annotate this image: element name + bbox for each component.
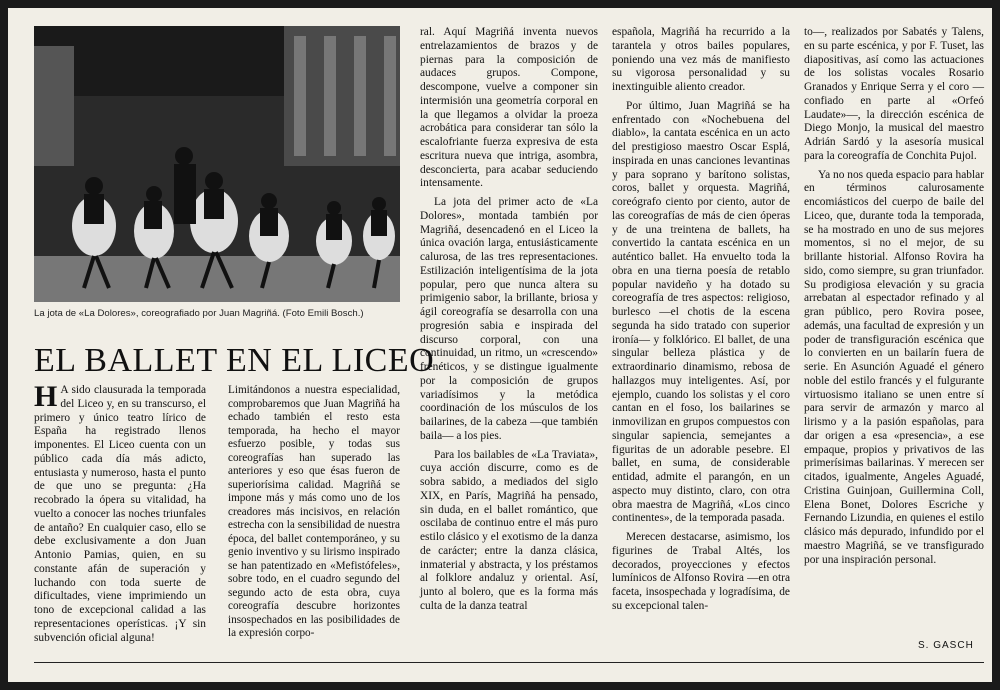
column-4 [612, 26, 790, 614]
column-4-paragraph-3: Merecen destacarse, asimismo, los figurines de Trabal Altés, los decorados, proyecciones y efectos lumínicos de Alfonso Rovira —en otra faceta, insospechada y logradísima, de su excepcional talen- [612, 531, 790, 612]
column-3 [420, 26, 598, 614]
column-3-paragraph-1: ral. Aquí Magriñá inventa nuevos entrelazamientos de brazos y de piernas para la composición de audaces grupos. Compone, descompone, vuelve a componer sin intermisión una geometría corporal en la que llegamos a olvidar la proeza acrobática para considerar tan sólo la escalofriante fuerza expresiva de esta escritura nueva que intriga, asombra, desconcierta, para acabar seduciendo intensamente. [420, 26, 598, 190]
column-1-paragraph-1 [34, 380, 206, 645]
drop-cap: H [34, 380, 58, 413]
column-4-paragraph-2: Por último, Juan Magriñá se ha enfrentado con «Nochebuena del diablo», la cantata escénica en un acto del prestigioso maestro Oscar Esplá, inspirada en unas canciones levantinas y para soprano y barítono solistas, coros, ballet y orquesta. Magriñá, coreógrafo ciento por ciento, autor de las coreografías de más de cien óperas y de una treintena de ballets, ha convertido la cantata escénica en un auténtico ballet. Ha envuelto toda la obra en una tierna poesía de retablo popular navideño y ha dotado su coreografía de tres aspectos: religioso, burlesco —el chotis de la escena segunda ha sido tratado con superior ironía— y folklórico. El ballet, de una singular belleza plástica y de extraordinario dinamismo, rebosa de hallazgos muy inteligentes. Así, por ejemplo, cuando los solistas y el coro cantan en el foso, los bailarines se inmovilizan en grupos compuestos con singular sapiencia, semejantes a figuritas de un adorable pesebre. El ballet, en suma, de considerable entidad, admite el parangón, en un aspecto muy distinto, claro, con otra obra maestra de Magriñá, «Los cinco continentes», de la temporada pasada. [612, 99, 790, 525]
article-headline: EL BALLET EN EL LICEO [34, 342, 435, 379]
newspaper-page [8, 8, 992, 682]
column-1 [34, 380, 206, 645]
column-5-paragraph-2: Ya no nos queda espacio para hablar en términos calurosamente encomiásticos del cuerpo de baile del Liceo, que, durante toda la temporada, se ha mostrado en uno de sus mejores momentos, si no el mejor, de su brillante historial. Alfonso Rovira ha sido, como siempre, su gran triunfador. Su prodigiosa elevación y su gracia arrebatan al espectador refinado y al gran público, pero Rovira posee, además, una facultad de expresión y un poder de transfiguración escénica que lo convierten en un bailarín fuera de serie. En Asunción Aguadé el género noble del estilo francés y el fulgurante virtuosismo italiano se unen entre sí para servir de armazón y marco al lirismo y a la pasión españolas, para dar origen a esa «presencia», a ese empaque, propios y privativos de las primerísimas bailarinas. Y merecen ser citados, igualmente, Angeles Aguadé, Cristina Guinjoan, Guillermina Coll, Elena Bonet, Dolores Escriche y Fernando Lizundia, en quienes el estilo clásico más depurado, infundido por el maestro Magriñá, se ve transfigurado por una inspiración personal. [804, 168, 984, 566]
column-2-paragraph-1: Limitándonos a nuestra especialidad, comprobaremos que Juan Magriñá ha echado también el resto esta temporada, ha hecho el mayor esfuerzo posible, y todas sus coreografías han superado las anteriores y eso que ésas fueron de superiorísima calidad. Magriñá se impone más y más como uno de los creadores más incisivos, en relación estrecha con la sensibilidad de nuestra época, del ballet contemporáneo, y su genio inventivo y su lirismo inspirado se han patentizado en «Mefistófeles», sobre todo, en el cuadro segundo del segundo acto de esta obra, cuya coreografía descubre horizontes insospechados en las posibilidades de la expresión corpo- [228, 384, 400, 640]
column-3-paragraph-2: La jota del primer acto de «La Dolores», montada también por Magriñá, desencadenó en el Liceo la única ovación larga, entusiásticamente calurosa, de las tres representaciones. Estilización inteligentísima de la jota popular, pero que nunca altera su primigenio sabor, la brillante, briosa y ágil coreografía se desarrolla con una progresión sabia e inspirada del discurso corporal, con una continuidad, un ritmo, un «crescendo» frenéticos, y se distingue igualmente por la composición de grupos variadísimos y la metódica coordinación de los músculos de los bailarines, de la cabeza —que también baila— a los pies. [420, 196, 598, 442]
photo-caption: La jota de «La Dolores», coreografiado por Juan Magriñá. (Foto Emili Bosch.) [34, 308, 364, 319]
author-signature: S. GASCH [918, 640, 974, 651]
ballet-photo-illustration [34, 26, 400, 302]
column-2 [228, 384, 400, 641]
ballet-photo [34, 26, 400, 302]
column-3-paragraph-3: Para los bailables de «La Traviata», cuya acción discurre, como es de sobra sabido, a mediados del siglo XIX, en París, Magriñá ha pensado, sin duda, en el ballet romántico, que oscilaba de continuo entre el más puro estilo clásico y el exotismo de la danza de carácter; entre la danza clásica, inmaterial y abstracta, y los préstamos al folklore andaluz y oriental. Así, junto al bolero, que es la forma más culta de la danza teatral [420, 448, 598, 612]
column-4-paragraph-1: española, Magriñá ha recurrido a la tarantela y otros bailes populares, poniendo una vez más de manifiesto su vigorosa personalidad y su inextinguible aliento creador. [612, 26, 790, 93]
bottom-rule [34, 662, 984, 663]
column-5 [804, 26, 984, 567]
column-5-paragraph-1: to—, realizados por Sabatés y Talens, en su parte escénica, y por F. Tuset, las diapositivas, así como las actuaciones de los solistas vocales Rosario Granados y Enrique Serra y el coro —confiado en parte al «Orfeó Laudate»—, la dirección escénica de Diego Monjo, la musical del maestro Adrián Sardó y la asesoría musical para la coreografía de Conchita Pujol. [804, 26, 984, 162]
column-1-paragraph-1-text: A sido clausurada la temporada del Liceo y, en su transcurso, el primero y único teatro lírico de España ha registrado llenos imponentes. El Liceo cuenta con un público cada día más adicto, entusiasta y numeroso, hasta el punto de que uno se pregunta: ¿Ha recobrado la ópera su vitalidad, ha vuelto a conocer las noches triunfales de antaño? En cualquier caso, ello se debe exclusivamente a don Juan Antonio Pamias, quien, en su constante afán de superación y luchando con toda suerte de dificultades, viene imprimiendo un tono de excepcional calidad a las representaciones operísticas. ¡Y sin subvención oficial alguna! [34, 384, 206, 644]
